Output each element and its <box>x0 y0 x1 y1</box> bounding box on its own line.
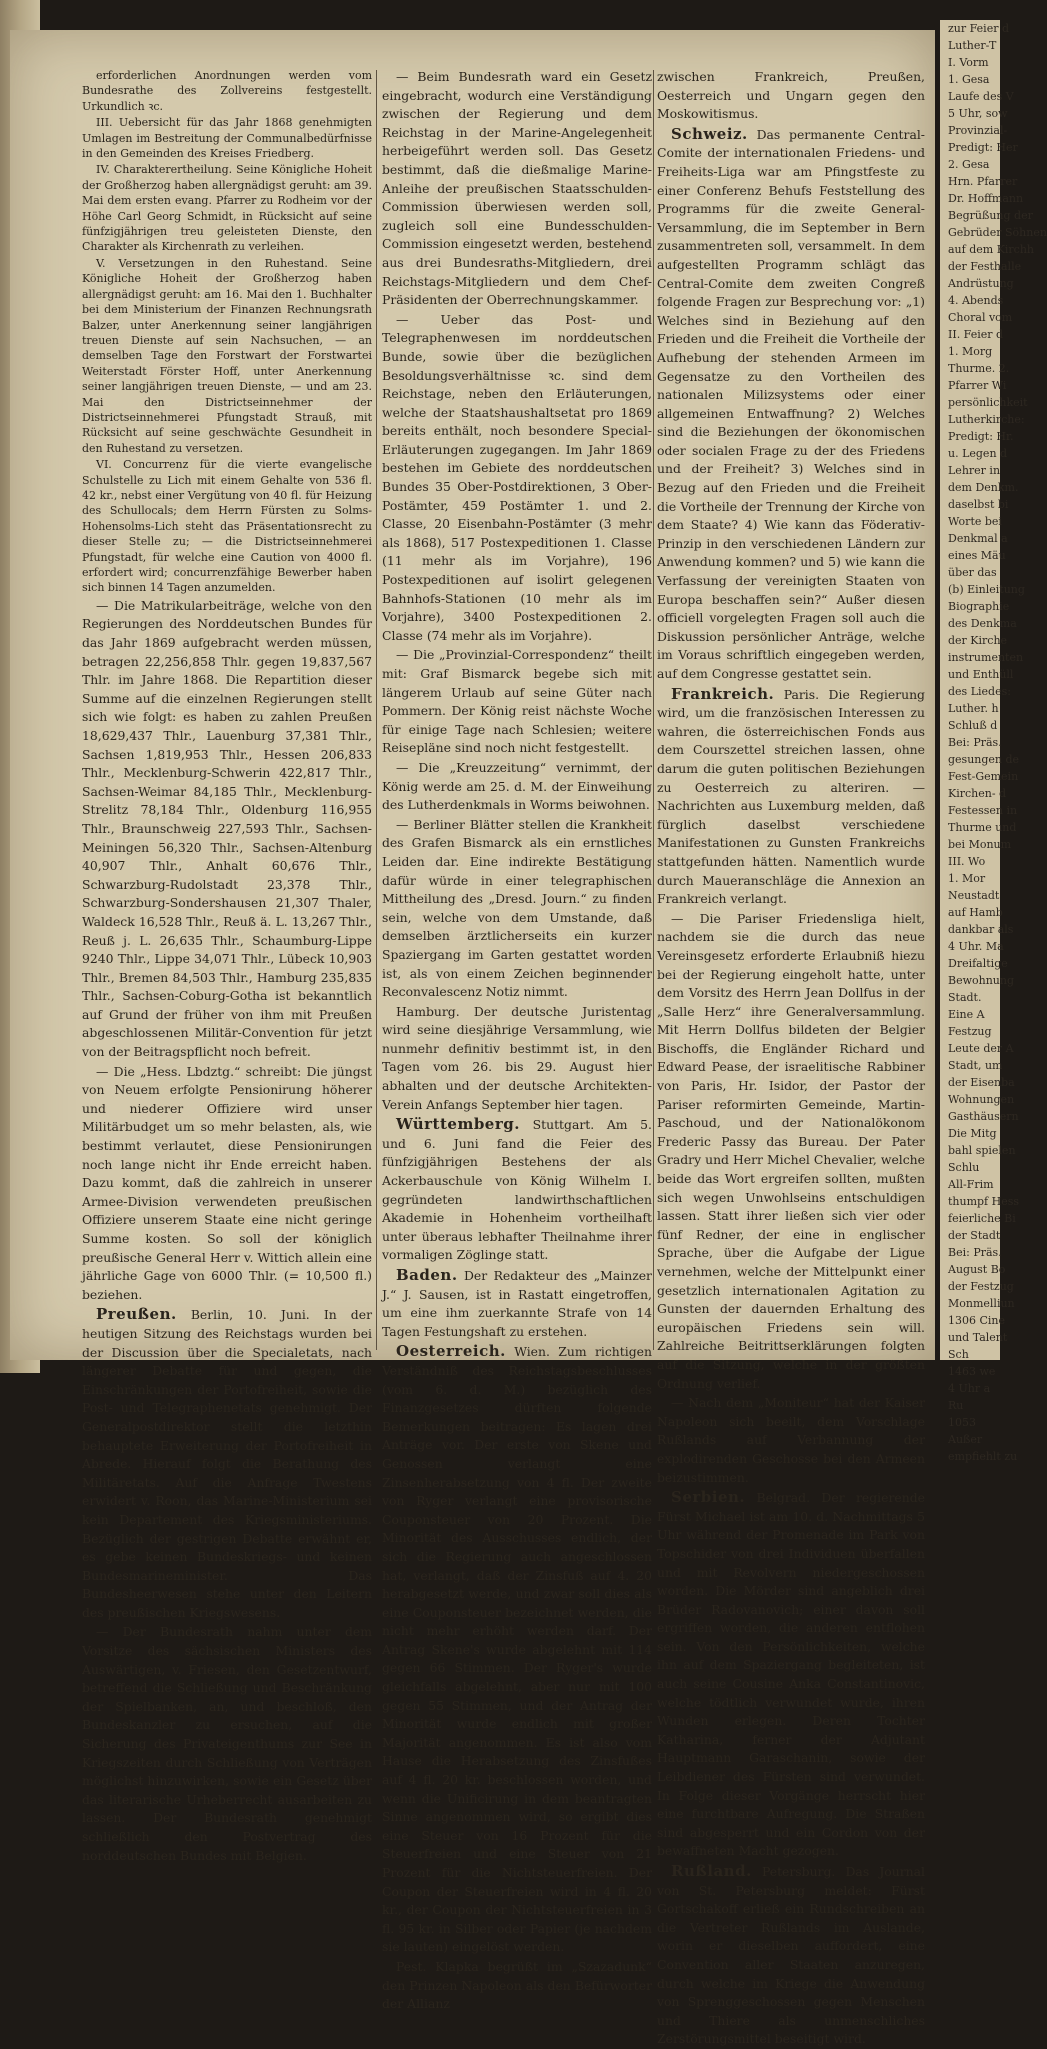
adjacent-page-fragment: Luther-T <box>948 39 997 52</box>
paragraph-text: IV. Charakterertheilung. Seine Königliche Hoheit der Großherzog haben allergnädigst geruht: am 39. Mai dem ersten evang. Pfarrer zu Rodheim vor der Höhe Carl Georg Schmidt, in Rücksicht auf seine fünfzigjährigen treu geleisteten Dienste, den Charakter als Kirchenrath zu verleihen. <box>82 163 372 254</box>
adjacent-page-fragment: 1306 Cine <box>948 1314 1006 1327</box>
adjacent-page-fragment: 2. Gesa <box>948 158 990 171</box>
adjacent-page-fragment: und Enthüll <box>948 668 1014 681</box>
article-paragraph <box>82 162 372 254</box>
adjacent-page-fragment: Schluß d <box>948 719 998 732</box>
article-paragraph <box>382 1342 652 1957</box>
adjacent-page-fragment: Gebrüder Söhnen <box>948 226 1047 239</box>
adjacent-page-fragment: Dreifaltige <box>948 957 1008 970</box>
adjacent-page-fragment: Bei: Präs. <box>948 736 1002 749</box>
adjacent-page-fragment: Die Mitg <box>948 1127 997 1140</box>
adjacent-page-fragment: bei Monum <box>948 838 1012 851</box>
adjacent-page-fragment: Wohnungen <box>948 1093 1015 1106</box>
adjacent-page-fragment: dem Denkm. <box>948 481 1019 494</box>
adjacent-page-fragment: Predigt: Hr. <box>948 430 1014 443</box>
adjacent-page-fragment: Dr. Hoffmann <box>948 192 1024 205</box>
paragraph-text: — Die „Kreuzzeitung“ vernimmt, der König werde am 25. d. M. der Einweihung des Lutherdenkmals in Worms beiwohnen. <box>382 759 652 813</box>
paragraph-text: — Nach dem „Moniteur“ hat der Kaiser Napoleon sich beeilt, dem Vorschlage Rußlands auf Verbannung der explodirenden Geschosse bei den Armeen beizustimmen. <box>657 1395 925 1485</box>
paragraph-text: Der Redakteur des „Mainzer J.“ J. Sausen, ist in Rastatt eingetroffen, um eine ihm zuerkannte Strafe von 14 Tagen Festungshaft zu erstehen. <box>382 1268 652 1339</box>
paragraph-text: — Ueber das Post- und Telegraphenwesen im norddeutschen Bunde, sowie über die bezüglichen Besoldungsverhältnisse ꝛc. sind dem Reichstage, neben den Erläuterungen, welche der Staatshaushaltsetat pro 1869 bereits enthält, noch besondere Special-Erläuterungen zugegangen. Im Jahr 1869 bestehen im Gebiete des norddeutschen Bundes 35 Ober-Postdirektionen, 3 Ober-Postämter, 459 Postämter 1. und 2. Classe, 20 Eisenbahn-Postämter (3 mehr als 1868), 517 Postexpeditionen 1. Classe (11 mehr als im Vorjahre), 196 Postexpeditionen auf isolirt gelegenen Bahnhofs-Stationen (10 mehr als im Vorjahre), 3400 Postexpeditionen 2. Classe (74 mehr als im Vorjahre). <box>382 311 652 643</box>
adjacent-page-fragment: und Talent <box>948 1331 1008 1344</box>
adjacent-page-fragment: der Eisenba <box>948 1076 1015 1089</box>
adjacent-page-fragment: Thurme und <box>948 821 1017 834</box>
article-paragraph <box>82 256 372 456</box>
adjacent-page-fragment: auf dem Kirchh <box>948 243 1035 256</box>
paragraph-text: Hamburg. Der deutsche Juristentag wird seine diesjährige Versammlung, wie nunmehr definitiv bestimmt ist, in den Tagen vom 26. bis 29. August hier abhalten und der deutsche Architekten-Verein Anfangs September hier tagen. <box>382 1003 652 1112</box>
paragraph-text: III. Uebersicht für das Jahr 1868 genehmigten Umlagen im Bestreitung der Communalbedürfnisse in den Gemeinden des Kreises Friedberg. <box>82 116 372 161</box>
section-heading: Serbien. <box>671 1488 746 1507</box>
adjacent-page-fragment: daselbst bi <box>948 498 1009 511</box>
article-paragraph <box>382 1266 652 1341</box>
article-paragraph <box>82 597 372 1062</box>
adjacent-page-fragment: August Bo <box>948 1263 1006 1276</box>
article-paragraph <box>657 1394 925 1487</box>
adjacent-page-fragment: der Stadt <box>948 1229 1001 1242</box>
adjacent-page-fragment: Luther. h <box>948 702 999 715</box>
paragraph-text: Petersburg. Das Journal von St. Petersburg meldet: Fürst Gortschakoff erließ ein Rundschreiben an die Vertreter Rußlands im Auslande, worin er dieselben auffordert, eine Convention aller Staaten anzuregen, durch welche im Kriege die Anwendung von Sprenggeschossen gegen Menschen und Thiere als unmenschliches Zerstörungsmittel beseitigt wird. <box>657 1864 925 2047</box>
adjacent-page-fragment: empfiehlt zu <box>948 1450 1018 1463</box>
adjacent-page-fragment: 4 Uhr. Ma <box>948 940 1004 953</box>
paragraph-text: — Beim Bundesrath ward ein Gesetz eingebracht, wodurch eine Verständigung zwischen der Regierung und dem Reichstag in der Marine-Angelegenheit herbeigeführt werden soll. Das Gesetz bestimmt, daß die dießmalige Marine-Anleihe der preußischen Staatsschulden-Commission überwiesen werden soll, zugleich soll eine Bundesschulden-Commission eingesetzt werden, bestehend aus drei Bundesraths-Mitgliedern, drei Reichstags-Mitgliedern und dem Chef-Präsidenten der Oberrechnungskammer. <box>382 69 652 308</box>
adjacent-page-fragment: Pfarrer Wi <box>948 379 1007 392</box>
adjacent-page-fragment: All-Frim <box>948 1178 994 1191</box>
adjacent-page-fragment: der Festhalle <box>948 260 1022 273</box>
paragraph-text: Paris. Die Regierung wird, um die französischen Interessen zu wahren, die österreichischen Fonds aus dem Courszettel streichen lassen, ohne darum die guten politischen Beziehungen zu Oesterreich zu alteriren. — Nachrichten aus Luxemburg melden, daß fürglich daselbst verschiedene Manifestationen zu Gunsten Frankreichs stattgefunden hätten. Namentlich wurde durch Maueranschläge die Annexion an Frankreich verlangt. <box>657 686 925 907</box>
adjacent-page-fragment: bahl spielen <box>948 1144 1016 1157</box>
adjacent-page-fragment: Hrn. Pfarrer <box>948 175 1018 188</box>
adjacent-page-fragment: Predigt: Her <box>948 141 1018 154</box>
adjacent-page-fragment: Lehrer in <box>948 464 1001 477</box>
paragraph-text: — Die „Provinzial-Correspondenz“ theilt mit: Graf Bismarck begebe sich mit längerem Urlaub auf seine Güter nach Pommern. Der König reist nächste Woche für einige Tage nach Schlesien; weitere Reisepläne sind noch nicht festgestellt. <box>382 647 652 756</box>
adjacent-page-fragment: Thurme. 2. <box>948 362 1010 375</box>
article-paragraph <box>657 685 925 909</box>
adjacent-page-fragment: Neustadt <box>948 889 1000 902</box>
adjacent-page-fragment: Fest-Gemein <box>948 770 1019 783</box>
adjacent-page-fragment: Provinzial- <box>948 124 1008 137</box>
article-paragraph <box>382 816 652 1002</box>
adjacent-page-fragment: der Festzug <box>948 1280 1014 1293</box>
adjacent-page-fragment: 1053 <box>948 1416 976 1429</box>
column-divider <box>376 70 377 1350</box>
adjacent-page-fragment: dankbar als <box>948 923 1014 936</box>
adjacent-page-fragment: Denkmal a <box>948 532 1008 545</box>
adjacent-page-fragment: Schlu <box>948 1161 980 1174</box>
section-heading: Schweiz. <box>671 124 748 143</box>
adjacent-page-fragment: 5 Uhr, sow <box>948 107 1008 120</box>
paragraph-text: Berlin, 10. Juni. In der heutigen Sitzung des Reichstags wurden bei der Discussion über die Specialetats, nach längerer Debatte für und gegen, die Einschränkungen der Portofreiheit, sowie die Post- und Telegraphenetats genehmigt. Der Generalpostdirektor stellt die letzthin behauptete Erweiterung der Portofreiheit in Abrede. Hierauf folgt die Berathung des Militäretats. Auf die Anfrage Twestens erwidert v. Roon, das Marine-Ministerium sei kein Departement des Kriegsministeriums. Bezüglich der gestrigen Debatte erwähnt er, es gebe keinen Bundeskriegs- und keinen Bundesmarineminister. Das Bundesheerwesen stehe unter den Leitern des preußischen Kriegswesens. <box>82 1307 372 1620</box>
article-paragraph <box>657 68 925 124</box>
adjacent-page-edge <box>940 20 1047 1463</box>
article-paragraph <box>382 1003 652 1115</box>
paragraph-text: — Die Matrikularbeiträge, welche von den Regierungen des Norddeutschen Bundes für das Jahr 1869 aufgebracht werden müssen, betragen 22,256,858 Thlr. gegen 19,837,567 Thlr. im Jahre 1868. Die Repartition dieser Summe auf die einzelnen Regierungen stellt sich wie folgt: es haben zu zahlen Preußen 18,629,437 Thlr., Lauenburg 37,381 Thlr., Sachsen 1,819,953 Thlr., Hessen 206,833 Thlr., Mecklenburg-Schwerin 422,817 Thlr., Sachsen-Weimar 84,185 Thlr., Mecklenburg-Strelitz 78,184 Thlr., Oldenburg 116,955 Thlr., Braunschweig 227,593 Thlr., Sachsen-Meiningen 56,320 Thlr., Sachsen-Altenburg 40,907 Thlr., Anhalt 60,676 Thlr., Schwarzburg-Rudolstadt 23,378 Thlr., Schwarzburg-Sondershausen 21,307 Thaler, Waldeck 16,528 Thlr., Reuß ä. L. 13,267 Thlr., Reuß j. L. 26,635 Thlr., Schaumburg-Lippe 9240 Thlr., Lippe 34,071 Thlr., Lübeck 10,903 Thlr., Bremen 84,503 Thlr., Hamburg 235,835 Thlr., Sachsen-Coburg-Gotha ist bekanntlich auf Grund der früher von ihm mit Preußen abgeschlossenen Militär-Convention für jetzt von der Beitragspflicht noch befreit. <box>82 597 372 1060</box>
article-paragraph <box>82 1305 372 1622</box>
adjacent-page-fragment: (b) Einleitung <box>948 583 1025 596</box>
adjacent-page-fragment: Sch <box>948 1348 969 1361</box>
adjacent-page-fragment: gesungen de <box>948 753 1020 766</box>
adjacent-page-fragment: thumpf Hess <box>948 1195 1020 1208</box>
article-paragraph <box>82 1063 372 1305</box>
adjacent-page-fragment: des Denkma <box>948 617 1017 630</box>
article-paragraph <box>382 311 652 646</box>
section-heading: Baden. <box>396 1266 458 1284</box>
adjacent-page-fragment: III. Wo <box>948 855 986 868</box>
adjacent-page-fragment: Stadt. <box>948 991 982 1004</box>
adjacent-page-fragment: Ru <box>948 1399 964 1412</box>
adjacent-page-fragment: instrumenten <box>948 651 1024 664</box>
adjacent-page-fragment: Lutherkirche: <box>948 413 1025 426</box>
adjacent-page-fragment: I. Vorm <box>948 56 989 69</box>
adjacent-page-fragment: auf Hamb <box>948 906 1003 919</box>
paragraph-text: Pest. Klapka begrüßt im „Szazadunk“ den Prinzen Napoleon als den Befürworter der Allianz <box>382 1958 652 2012</box>
adjacent-page-fragment: Monmelliun <box>948 1297 1015 1310</box>
adjacent-page-fragment: Außer <box>948 1433 983 1446</box>
adjacent-page-fragment: Eine A <box>948 1008 985 1021</box>
column-1 <box>82 68 372 1863</box>
paragraph-text: erforderlichen Anordnungen werden vom Bundesrathe des Zollvereins festgestellt. Urkundlich ꝛc. <box>82 69 372 113</box>
section-heading: Rußland. <box>671 1862 752 1880</box>
adjacent-page-fragment: Andrüstung <box>948 277 1014 290</box>
adjacent-page-fragment: persönlichkeit <box>948 396 1028 409</box>
article-paragraph <box>382 68 652 310</box>
adjacent-page-fragment: Bei: Präs. <box>948 1246 1002 1259</box>
adjacent-page-fragment: zur Feier d <box>948 22 1009 35</box>
article-paragraph <box>382 646 652 758</box>
article-paragraph <box>657 125 925 684</box>
article-paragraph <box>82 115 372 161</box>
article-paragraph <box>382 1958 652 2014</box>
article-paragraph <box>382 1115 652 1265</box>
adjacent-page-fragment: des Liedes: <box>948 685 1011 698</box>
adjacent-page-fragment: Bewohnung <box>948 974 1015 987</box>
adjacent-page-fragment: 1. Gesa <box>948 73 990 86</box>
adjacent-page-fragment: Gasthäusern <box>948 1110 1019 1123</box>
adjacent-page-fragment: Festzug <box>948 1025 992 1038</box>
column-divider <box>653 70 654 1350</box>
paragraph-text: — Die Pariser Friedensliga hielt, nachdem sie die durch das neue Vereinsgesetz erforderte Erlaubniß hiezu bei der Regierung eingeholt hatte, unter dem Vorsitz des Herrn Jean Dollfus in der „Salle Herz“ ihre Generalversammlung. Mit Herrn Dollfus bildeten der Belgier Bischoffs, die Engländer Richard und Edward Pease, der israelitische Rabbiner von Paris, Hr. Isidor, der Pastor der Pariser reformirten Gemeinde, Martin-Paschoud, und der Nationalökonom Frederic Passy das Bureau. Der Pater Gradry und Herr Michel Chevalier, welche beide das Wort ergreifen sollten, mußten sich wegen Unwohlseins entschuldigen lassen. Statt ihrer ließen sich vier oder fünf Redner, der eine in englischer Sprache, über die Aufgabe der Ligue vernehmen, welche der Mittelpunkt einer gesetzlich internationalen Agitation zu Gunsten der dauernden Erhaltung des europäischen Friedens sein will. Zahlreiche Beitrittserklärungen folgten auf die Sitzung, welche in der größten Ordnung verlief. <box>657 910 925 1391</box>
adjacent-page-fragment: II. Feier d <box>948 328 1004 341</box>
paragraph-text: Das permanente Central-Comite der internationalen Friedens- und Freiheits-Liga war am Pfingstfeste zu einer Conferenz Behufs Feststellung des Programms für die zweite General-Versammlung, die im September in Bern zusammentreten soll, versammelt. In dem aufgestellten Programm schlägt das Central-Comite dem zweiten Congreß folgende Fragen zur Besprechung vor: „1) Welches sind in Beziehung auf den Frieden und die Freiheit die Vortheile der Aufhebung der stehenden Armeen im Gegensatze zu den Vortheilen des nationalen Milizsystems oder einer allgemeinen Entwaffnung? 2) Welches sind die Beziehungen der ökonomischen oder socialen Frage zu der des Friedens und der Freiheit? 3) Welches sind in Bezug auf den Frieden und die Freiheit die Vortheile der Trennung der Kirche von dem Staate? 4) Wie kann das Föderativ-Prinzip in den verschiedenen Ländern zur Anwendung kommen? und 5) wie kann die Verfassung der vereinigten Staaten von Europa beschaffen sein?“ Außer diesen officiell vorgelegten Fragen soll auch die Diskussion persönlicher Anträge, welche im Voraus schriftlich eingegeben werden, auf dem Congresse gestattet sein. <box>657 126 925 681</box>
paragraph-text: Stuttgart. Am 5. und 6. Juni fand die Feier des fünfzigjährigen Bestehens der als Ackerbauschule von König Wilhelm I. gegründeten landwirthschaftlichen Akademie in Hohenheim vortheilhaft unter überaus lebhafter Theilnahme ihrer vormaligen Zöglinge statt. <box>382 1117 652 1263</box>
adjacent-page-fragment: Begrüßung der <box>948 209 1033 222</box>
adjacent-page-fragment: Choral vom <box>948 311 1013 324</box>
adjacent-page-fragment: feierliche Bi <box>948 1212 1016 1225</box>
adjacent-page-fragment: Worte bei <box>948 515 1002 528</box>
article-paragraph <box>657 910 925 1393</box>
adjacent-page-fragment: Biographie <box>948 600 1010 613</box>
adjacent-page-fragment: 4. Abends <box>948 294 1004 307</box>
section-heading: Frankreich. <box>671 684 775 703</box>
adjacent-page-fragment: eines Mäu <box>948 549 1006 562</box>
adjacent-page-fragment: Kirchen- d <box>948 787 1007 800</box>
section-heading: Württemberg. <box>396 1115 520 1134</box>
column-3 <box>657 68 925 2047</box>
paragraph-text: Wien. Zum richtigen Verständniß des Reichstagsbeschlusses (vom 6. d. M.) bezüglich des Finanzgesetzes dürften folgende Bemerkungen beitragen: Es lagen drei Anträge vor. Der erste von Skene und Genossen verlangt eine Zinsenherabsetzung von 4 fl. Der zweite von Ryger verlangt eine provisorische Couponsteuer von 20 Prozent. Die Minorität des Ausschusses endlich, der sich die Regierung auch angeschlossen hat, verlangt, daß der Zinsfuß auf 4. 20 herabgesetzt werde, und zwar soll dies als eine Couponsteuer bezeichnet werden, die nicht mehr erhöht werden darf. Der Antrag Skene's wurde abgelehnt mit 114 gegen 66 Stimmen. Der Ryger's wurde gleichfalls abgelehnt, aber nur mit 100 gegen 55 Stimmen, und der Antrag der Minorität wurde endlich mit großer Majorität angenommen. Es ist also vom Hause die Herabsetzung des Zinsfußes auf 4 fl. 20 kr. beschlossen worden, und wenn die Unificirung in dem beantragten Sinne angenommen wird, so ergibt dies eine Steuer von 16 Prozent für die Steuerfreien und eine Steuer von 21 Prozent für die Nichtsteuerfreien. Der Coupon der Steuerfreien wird in 4 fl. 20 kr., der Coupon der Nichtsteuerfreien in 3 fl. 95 kr. in Silber oder Papier (je nachdem sie lauten) eingelöst werden. <box>382 1344 652 1955</box>
adjacent-page-fragment: Festessen in <box>948 804 1018 817</box>
column-2 <box>382 68 652 2012</box>
adjacent-page-fragment: Laufe des V <box>948 90 1014 103</box>
adjacent-page-fragment: 1. Mor <box>948 872 986 885</box>
paragraph-text: VI. Concurrenz für die vierte evangelische Schulstelle zu Lich mit einem Gehalte von 536 fl. 42 kr., nebst einer Vergütung von 40 fl. für Heizung des Schullocals; dem Herrn Fürsten zu Solms-Hohensolms-Lich steht das Präsentationsrecht zu dieser Stelle zu; — die Districtseinnehmerei Pfungstadt, für welche eine Caution von 4000 fl. erfordert wird; concurrenzfähige Bewerber haben sich binnen 14 Tagen anzumelden. <box>82 458 372 595</box>
section-heading: Preußen. <box>96 1305 177 1324</box>
article-paragraph <box>382 759 652 815</box>
paragraph-text: — Der Bundesrath nahm unter dem Vorsitze des sächsischen Ministers des Auswärtigen, v. Friesen, den Gesetzentwurf, betreffend die Schließung und Beschränkung der Spielbanken, an, und beschloß, den Bundeskanzler zu ersuchen, auf die Sicherung des Privateigenthums zur See in Kriegszeiten durch Schließung von Verträgen möglichst hinzuwirken, sowie ein Gesetz über das literarische Urheberrecht ausarbeiten zu lassen. Der Bundesrath genehmigt schließlich den Postvertrag des norddeutschen Bundes mit Belgien. <box>82 1624 372 1863</box>
article-paragraph <box>82 1623 372 1865</box>
paragraph-text: — Berliner Blätter stellen die Krankheit des Grafen Bismarck als ein ernstliches Leiden dar. Eine indirekte Bestätigung dafür würde in einer telegraphischen Mittheilung des „Dresd. Journ.“ zu finden sein, welche von dem Umstande, daß demselben ärztlicherseits ein kurzer Spaziergang im Garten gestattet worden ist, als von einem Zeichen beginnender Reconvalescenz Notiz nimmt. <box>382 816 652 1000</box>
adjacent-page-fragment: 4 Uhr a <box>948 1382 991 1395</box>
newspaper-page <box>10 30 935 2047</box>
section-heading: Oesterreich. <box>396 1342 506 1361</box>
paragraph-text: Belgrad. Der regierende Fürst Michael ist am 10. d. Nachmittags 5 Uhr während der Promenade im Park von Topschider von drei Individuen überfallen und mit Revolvern niedergeschossen worden. Die Mörder sind angeblich drei Brüder Radovanovich; einer davon soll ergriffen worden, die anderen entflohen sein. Von den Persönlichkeiten, welche ihn auf dem Spaziergang begleiteten, ist auch seine Cousine Anka Constantinovic, welche tödtlich verwundet wurde, ihren Wunden erlegen. Deren Tochter Katharina, ferner der Adjutant Hauptmann Garaschanin, sowie der Leibdiener des Fürsten sind verwundet. In Folge dieser Vorgänge herrscht hier eine furchtbare Aufregung. Die Straßen sind abgesperrt und ein Cordon von der bewaffneten Macht gezogen. <box>657 1490 925 1859</box>
adjacent-page-fragment: u. Legen d <box>948 447 1008 460</box>
paragraph-text: zwischen Frankreich, Preußen, Oesterreich und Ungarn gegen den Moskowitismus. <box>657 69 925 122</box>
paragraph-text: — Die „Hess. Lbdztg.“ schreibt: Die jüngst von Neuem erfolgte Pensionirung höherer und niederer Offiziere wird unser Militärbudget um so mehr belasten, als, wie bestimmt verlautet, diese Pensionirungen noch lange nicht ihr Ende erreicht haben. Dazu kommt, daß die zahlreich in unserer Armee-Division verwendeten preußischen Offiziere unserem Staate eine nicht geringe Summe kosten. So soll der königlich preußische General Herr v. Wittich allein eine jährliche Gage von 6000 Thlr. (= 10,500 fl.) beziehen. <box>82 1063 372 1302</box>
adjacent-page-fragment: 1463 we <box>948 1365 996 1378</box>
article-paragraph <box>657 1862 925 2049</box>
paragraph-text: V. Versetzungen in den Ruhestand. Seine Königliche Hoheit der Großherzog haben allergnädigst geruht: am 16. Mai den 1. Buchhalter bei dem Ministerium der Finanzen Rechnungsrath Balzer, unter Anerkennung seiner langjährigen treuen Dienste auf sein Nachsuchen, — an demselben Tage den Forstwart der Forstwartei Weiterstadt Förster Hoff, unter Anerkennung seiner langjährigen treuen Dienste, — und am 23. Mai den Districtseinnehmer der Districtseinnehmerei Pfungstadt Strauß, mit Rücksicht auf seine geschwächte Gesundheit in den Ruhestand zu versetzen. <box>82 256 372 455</box>
adjacent-page-fragment: 1. Morg <box>948 345 993 358</box>
adjacent-page-fragment: Leute der A <box>948 1042 1014 1055</box>
article-paragraph <box>82 457 372 596</box>
adjacent-page-fragment: Stadt, um <box>948 1059 1003 1072</box>
article-paragraph <box>657 1488 925 1861</box>
adjacent-page-fragment: über das <box>948 566 997 579</box>
article-paragraph <box>82 68 372 114</box>
adjacent-page-fragment: der Kirche <box>948 634 1008 647</box>
